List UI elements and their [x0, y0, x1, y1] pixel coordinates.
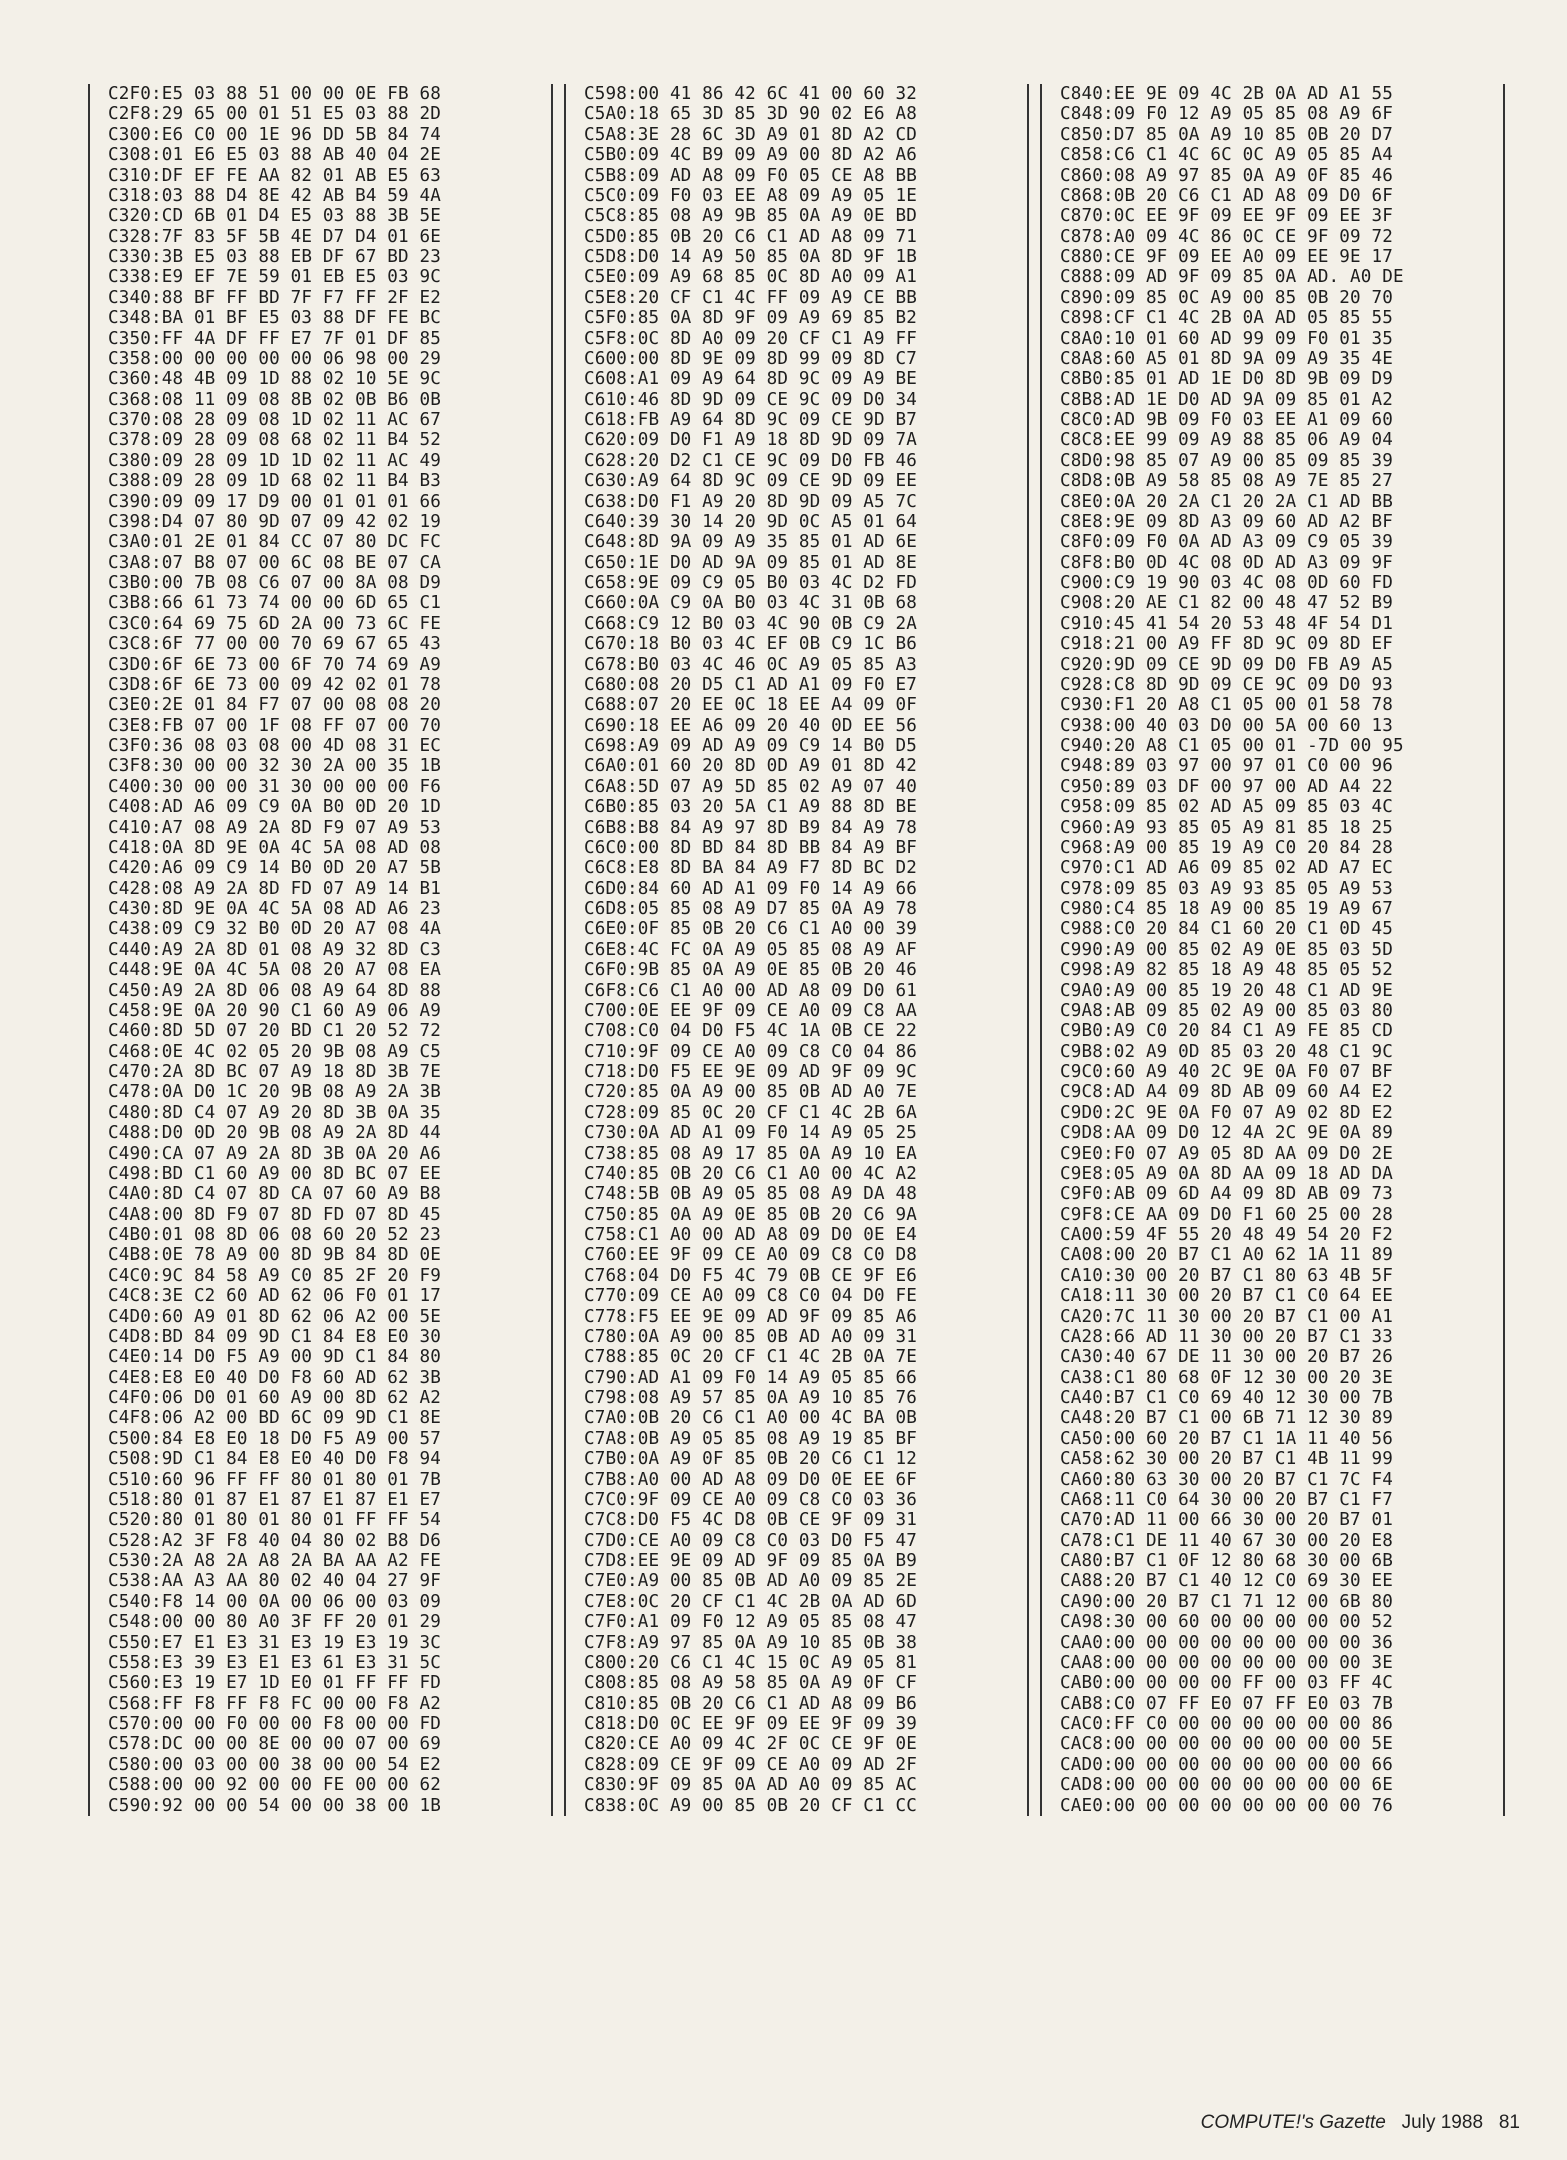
listing-line: C9E0:F0 07 A9 05 8D AA 09 D0 2E: [1060, 1143, 1394, 1164]
listing-line: C530:2A A8 2A A8 2A BA AA A2 FE: [108, 1551, 442, 1571]
listing-line: C2F0:E5 03 88 51 00 00 0E FB 68: [108, 84, 442, 104]
listing-line: C538:AA A3 AA 80 02 40 04 27 9F: [108, 1571, 442, 1592]
listing-line: C8F8:B0 0D 4C 08 0D AD A3 09 9F: [1060, 552, 1394, 573]
listing-line: C5B8:09 AD A8 09 F0 05 CE A8 BB: [584, 165, 918, 186]
listing-line: CA90:00 20 B7 C1 71 12 00 6B 80: [1060, 1591, 1394, 1612]
listing-line: C768:04 D0 F5 4C 79 0B CE 9F E6: [584, 1265, 918, 1286]
listing-line: C360:48 4B 09 1D 88 02 10 5E 9C: [108, 369, 442, 390]
listing-line: CA40:B7 C1 C0 69 40 12 30 00 7B: [1060, 1388, 1394, 1408]
listing-line: C490:CA 07 A9 2A 8D 3B 0A 20 A6: [108, 1143, 442, 1164]
listing-line: C610:46 8D 9D 09 CE 9C 09 D0 34: [584, 389, 918, 410]
listing-line: C710:9F 09 CE A0 09 C8 C0 04 86: [584, 1041, 918, 1062]
listing-line: C468:0E 4C 02 05 20 9B 08 A9 C5: [108, 1041, 442, 1062]
listing-line: C698:A9 09 AD A9 09 C9 14 B0 D5: [584, 736, 918, 756]
listing-line: C598:00 41 86 42 6C 41 00 60 32: [584, 84, 918, 104]
listing-line: C5D8:D0 14 A9 50 85 0A 8D 9F 1B: [584, 247, 918, 267]
listing-line: CA80:B7 C1 0F 12 80 68 30 00 6B: [1060, 1551, 1394, 1571]
listing-line: C308:01 E6 E5 03 88 AB 40 04 2E: [108, 145, 442, 166]
listing-line: C918:21 00 A9 FF 8D 9C 09 8D EF: [1060, 634, 1394, 655]
listing-line: C448:9E 0A 4C 5A 08 20 A7 08 EA: [108, 960, 442, 981]
listing-line: C3D0:6F 6E 73 00 6F 70 74 69 A9: [108, 654, 442, 675]
listing-line: C770:09 CE A0 09 C8 C0 04 D0 FE: [584, 1286, 918, 1307]
listing-line: C3E0:2E 01 84 F7 07 00 08 08 20: [108, 695, 442, 716]
listing-line: C660:0A C9 0A B0 03 4C 31 0B 68: [584, 593, 918, 614]
listing-line: C690:18 EE A6 09 20 40 0D EE 56: [584, 715, 918, 736]
listing-line: C990:A9 00 85 02 A9 0E 85 03 5D: [1060, 939, 1394, 960]
listing-line: C8E8:9E 09 8D A3 09 60 AD A2 BF: [1060, 511, 1394, 532]
listing-line: C9C8:AD A4 09 8D AB 09 60 A4 E2: [1060, 1082, 1394, 1103]
listing-line: C9D0:2C 9E 0A F0 07 A9 02 8D E2: [1060, 1102, 1394, 1123]
listing-line: C798:08 A9 57 85 0A A9 10 85 76: [584, 1388, 918, 1408]
listing-line: C8E0:0A 20 2A C1 20 2A C1 AD BB: [1060, 491, 1394, 512]
listing-line: C418:0A 8D 9E 0A 4C 5A 08 AD 08: [108, 837, 442, 858]
listing-line: C568:FF F8 FF F8 FC 00 00 F8 A2: [108, 1693, 442, 1714]
listing-line: C430:8D 9E 0A 4C 5A 08 AD A6 23: [108, 899, 442, 919]
listing-line: CA98:30 00 60 00 00 00 00 00 52: [1060, 1612, 1394, 1633]
listing-line: C7C8:D0 F5 4C D8 0B CE 9F 09 31: [584, 1510, 918, 1531]
listing-line: C330:3B E5 03 88 EB DF 67 BD 23: [108, 247, 442, 267]
listing-line: C458:9E 0A 20 90 C1 60 A9 06 A9: [108, 1000, 442, 1021]
listing-line: C5C8:85 08 A9 9B 85 0A A9 0E BD: [584, 206, 918, 227]
listing-line: C628:20 D2 C1 CE 9C 09 D0 FB 46: [584, 450, 918, 471]
listing-line: C860:08 A9 97 85 0A A9 0F 85 46: [1060, 165, 1394, 186]
listing-line: CA00:59 4F 55 20 48 49 54 20 F2: [1060, 1225, 1394, 1245]
listing-line: C5D0:85 0B 20 C6 C1 AD A8 09 71: [584, 226, 918, 247]
listing-line: C4E8:E8 E0 40 D0 F8 60 AD 62 3B: [108, 1367, 442, 1388]
listing-line: C980:C4 85 18 A9 00 85 19 A9 67: [1060, 899, 1394, 919]
listing-line: C6D0:84 60 AD A1 09 F0 14 A9 66: [584, 878, 918, 899]
listing-line: C328:7F 83 5F 5B 4E D7 D4 01 6E: [108, 226, 442, 247]
listing-line: C668:C9 12 B0 03 4C 90 0B C9 2A: [584, 613, 918, 634]
listing-line: C590:92 00 00 54 00 00 38 00 1B: [108, 1795, 442, 1816]
listing-line: C3A0:01 2E 01 84 CC 07 80 DC FC: [108, 532, 442, 553]
listing-line: C7A8:0B A9 05 85 08 A9 19 85 BF: [584, 1428, 918, 1449]
listing-line: C6D8:05 85 08 A9 D7 85 0A A9 78: [584, 899, 918, 919]
listing-line: C648:8D 9A 09 A9 35 85 01 AD 6E: [584, 532, 918, 553]
listing-line: C300:E6 C0 00 1E 96 DD 5B 84 74: [108, 124, 442, 145]
listing-column-2: [564, 84, 1029, 1816]
listing-line: C6C0:00 8D BD 84 8D BB 84 A9 BF: [584, 837, 918, 858]
listing-line: C488:D0 0D 20 9B 08 A9 2A 8D 44: [108, 1123, 442, 1144]
listing-line: CA08:00 20 B7 C1 A0 62 1A 11 89: [1060, 1245, 1394, 1266]
listing-line: C630:A9 64 8D 9C 09 CE 9D 09 EE: [584, 471, 918, 492]
page-footer: [1120, 2112, 1520, 2134]
listing-line: C720:85 0A A9 00 85 0B AD A0 7E: [584, 1082, 918, 1103]
listing-line: C428:08 A9 2A 8D FD 07 A9 14 B1: [108, 878, 442, 899]
listing-line: C7E8:0C 20 CF C1 4C 2B 0A AD 6D: [584, 1591, 918, 1612]
listing-line: C728:09 85 0C 20 CF C1 4C 2B 6A: [584, 1102, 918, 1123]
listing-line: CA68:11 C0 64 30 00 20 B7 C1 F7: [1060, 1489, 1394, 1510]
listing-line: C708:C0 04 D0 F5 4C 1A 0B CE 22: [584, 1021, 918, 1042]
listing-line: C7F8:A9 97 85 0A A9 10 85 0B 38: [584, 1632, 918, 1653]
listing-line: C438:09 C9 32 B0 0D 20 A7 08 4A: [108, 919, 442, 940]
listing-line: C348:BA 01 BF E5 03 88 DF FE BC: [108, 308, 442, 329]
listing-line: C4A0:8D C4 07 8D CA 07 60 A9 B8: [108, 1184, 442, 1205]
listing-line: C778:F5 EE 9E 09 AD 9F 09 85 A6: [584, 1306, 918, 1327]
listing-line: C5E8:20 CF C1 4C FF 09 A9 CE BB: [584, 287, 918, 308]
listing-line: C928:C8 8D 9D 09 CE 9C 09 D0 93: [1060, 674, 1394, 695]
listing-line: C510:60 96 FF FF 80 01 80 01 7B: [108, 1469, 442, 1490]
listing-line: C8B8:AD 1E D0 AD 9A 09 85 01 A2: [1060, 389, 1394, 410]
listing-line: C7D0:CE A0 09 C8 C0 03 D0 F5 47: [584, 1530, 918, 1551]
listing-line: C3C8:6F 77 00 00 70 69 67 65 43: [108, 634, 442, 655]
listing-line: C800:20 C6 C1 4C 15 0C A9 05 81: [584, 1652, 918, 1673]
listing-line: C8B0:85 01 AD 1E D0 8D 9B 09 D9: [1060, 369, 1394, 390]
listing-line: C2F8:29 65 00 01 51 E5 03 88 2D: [108, 104, 442, 125]
listing-line: C6B0:85 03 20 5A C1 A9 88 8D BE: [584, 797, 918, 818]
listing-line: C480:8D C4 07 A9 20 8D 3B 0A 35: [108, 1102, 442, 1123]
listing-line: C388:09 28 09 1D 68 02 11 B4 B3: [108, 471, 442, 492]
listing-line: C5F0:85 0A 8D 9F 09 A9 69 85 B2: [584, 308, 918, 329]
listing-line: C4C8:3E C2 60 AD 62 06 F0 01 17: [108, 1286, 442, 1307]
listing-line: C9F0:AB 09 6D A4 09 8D AB 09 73: [1060, 1184, 1394, 1205]
listing-line: C8C8:EE 99 09 A9 88 85 06 A9 04: [1060, 430, 1394, 451]
listing-line: C400:30 00 00 31 30 00 00 00 F6: [108, 776, 442, 797]
listing-line: C7F0:A1 09 F0 12 A9 05 85 08 47: [584, 1612, 918, 1633]
listing-line: C820:CE A0 09 4C 2F 0C CE 9F 0E: [584, 1734, 918, 1755]
listing-line: C6C8:E8 8D BA 84 A9 F7 8D BC D2: [584, 858, 918, 879]
listing-line: C5E0:09 A9 68 85 0C 8D A0 09 A1: [584, 267, 918, 288]
listing-line: C3C0:64 69 75 6D 2A 00 73 6C FE: [108, 613, 442, 634]
listing-line: C788:85 0C 20 CF C1 4C 2B 0A 7E: [584, 1347, 918, 1368]
listing-line: C380:09 28 09 1D 1D 02 11 AC 49: [108, 450, 442, 471]
listing-column-3: [1040, 84, 1505, 1816]
listing-line: C900:C9 19 90 03 4C 08 0D 60 FD: [1060, 573, 1394, 593]
listing-line: C870:0C EE 9F 09 EE 9F 09 EE 3F: [1060, 206, 1394, 227]
listing-line: C310:DF EF FE AA 82 01 AB E5 63: [108, 165, 442, 186]
listing-line: C700:0E EE 9F 09 CE A0 09 C8 AA: [584, 1000, 918, 1021]
listing-line: C760:EE 9F 09 CE A0 09 C8 C0 D8: [584, 1245, 918, 1266]
listing-column-1: [88, 84, 553, 1816]
listing-line: CA28:66 AD 11 30 00 20 B7 C1 33: [1060, 1326, 1394, 1347]
listing-line: C6E0:0F 85 0B 20 C6 C1 A0 00 39: [584, 919, 918, 940]
listing-line: C440:A9 2A 8D 01 08 A9 32 8D C3: [108, 939, 442, 960]
listing-line: C978:09 85 03 A9 93 85 05 A9 53: [1060, 878, 1394, 899]
listing-line: C858:C6 C1 4C 6C 0C A9 05 85 A4: [1060, 145, 1394, 166]
listing-line: CAC8:00 00 00 00 00 00 00 00 5E: [1060, 1734, 1394, 1755]
listing-line: C910:45 41 54 20 53 48 4F 54 D1: [1060, 613, 1394, 634]
listing-line: CA78:C1 DE 11 40 67 30 00 20 E8: [1060, 1530, 1394, 1551]
listing-line: C9B0:A9 C0 20 84 C1 A9 FE 85 CD: [1060, 1021, 1394, 1042]
listing-line: C808:85 08 A9 58 85 0A A9 0F CF: [584, 1673, 918, 1694]
listing-line: C3E8:FB 07 00 1F 08 FF 07 00 70: [108, 715, 442, 736]
listing-line: C730:0A AD A1 09 F0 14 A9 05 25: [584, 1123, 918, 1144]
listing-line: C600:00 8D 9E 09 8D 99 09 8D C7: [584, 348, 918, 369]
listing-line: C420:A6 09 C9 14 B0 0D 20 A7 5B: [108, 858, 442, 879]
listing-line: C740:85 0B 20 C6 C1 A0 00 4C A2: [584, 1163, 918, 1184]
listing-line: CA58:62 30 00 20 B7 C1 4B 11 99: [1060, 1449, 1394, 1470]
listing-line: C5A8:3E 28 6C 3D A9 01 8D A2 CD: [584, 124, 918, 145]
listing-line: C878:A0 09 4C 86 0C CE 9F 09 72: [1060, 226, 1394, 247]
listing-line: C828:09 CE 9F 09 CE A0 09 AD 2F: [584, 1754, 918, 1775]
listing-line: CA48:20 B7 C1 00 6B 71 12 30 89: [1060, 1408, 1394, 1429]
listing-line: C920:9D 09 CE 9D 09 D0 FB A9 A5: [1060, 654, 1394, 675]
listing-line: C9A0:A9 00 85 19 20 48 C1 AD 9E: [1060, 980, 1394, 1001]
listing-line: C350:FF 4A DF FF E7 7F 01 DF 85: [108, 328, 442, 349]
listing-line: C9E8:05 A9 0A 8D AA 09 18 AD DA: [1060, 1163, 1394, 1184]
listing-line: C4C0:9C 84 58 A9 C0 85 2F 20 F9: [108, 1265, 442, 1286]
listing-line: C550:E7 E1 E3 31 E3 19 E3 19 3C: [108, 1632, 442, 1653]
listing-line: C948:89 03 97 00 97 01 C0 00 96: [1060, 756, 1394, 777]
listing-line: CAB8:C0 07 FF E0 07 FF E0 03 7B: [1060, 1693, 1394, 1714]
listing-line: C738:85 08 A9 17 85 0A A9 10 EA: [584, 1143, 918, 1164]
listing-line: C890:09 85 0C A9 00 85 0B 20 70: [1060, 287, 1394, 308]
listing-line: CAE0:00 00 00 00 00 00 00 00 76: [1060, 1795, 1394, 1816]
listing-line: C508:9D C1 84 E8 E0 40 D0 F8 94: [108, 1449, 442, 1470]
listing-line: C3D8:6F 6E 73 00 09 42 02 01 78: [108, 674, 442, 695]
listing-line: C3F0:36 08 03 08 00 4D 08 31 EC: [108, 736, 442, 756]
page-number: 81: [1498, 2112, 1520, 2133]
listing-line: CA88:20 B7 C1 40 12 C0 69 30 EE: [1060, 1571, 1394, 1592]
listing-line: C840:EE 9E 09 4C 2B 0A AD A1 55: [1060, 84, 1394, 104]
listing-line: CAA0:00 00 00 00 00 00 00 00 36: [1060, 1632, 1394, 1653]
listing-line: C998:A9 82 85 18 A9 48 85 05 52: [1060, 960, 1394, 981]
listing-line: C398:D4 07 80 9D 07 09 42 02 19: [108, 511, 442, 532]
listing-line: C718:D0 F5 EE 9E 09 AD 9F 09 9C: [584, 1062, 918, 1082]
listing-line: C620:09 D0 F1 A9 18 8D 9D 09 7A: [584, 430, 918, 451]
listing-line: CA50:00 60 20 B7 C1 1A 11 40 56: [1060, 1428, 1394, 1449]
listing-line: C378:09 28 09 08 68 02 11 B4 52: [108, 430, 442, 451]
listing-line: CAD0:00 00 00 00 00 00 00 00 66: [1060, 1754, 1394, 1775]
listing-line: C410:A7 08 A9 2A 8D F9 07 A9 53: [108, 817, 442, 838]
listing-line: C460:8D 5D 07 20 BD C1 20 52 72: [108, 1021, 442, 1042]
listing-line: C8D8:0B A9 58 85 08 A9 7E 85 27: [1060, 471, 1394, 492]
listing-line: C5B0:09 4C B9 09 A9 00 8D A2 A6: [584, 145, 918, 166]
listing-line: C318:03 88 D4 8E 42 AB B4 59 4A: [108, 185, 442, 206]
publication-name: COMPUTE!'s Gazette: [1200, 2112, 1386, 2133]
listing-line: CA10:30 00 20 B7 C1 80 63 4B 5F: [1060, 1265, 1394, 1286]
listing-line: C5C0:09 F0 03 EE A8 09 A9 05 1E: [584, 185, 918, 206]
issue-date: July 1988: [1401, 2112, 1484, 2133]
listing-line: C618:FB A9 64 8D 9C 09 CE 9D B7: [584, 410, 918, 430]
listing-line: C5F8:0C 8D A0 09 20 CF C1 A9 FF: [584, 328, 918, 349]
listing-line: C8A8:60 A5 01 8D 9A 09 A9 35 4E: [1060, 348, 1394, 369]
listing-line: C478:0A D0 1C 20 9B 08 A9 2A 3B: [108, 1082, 442, 1103]
listing-line: C7A0:0B 20 C6 C1 A0 00 4C BA 0B: [584, 1408, 918, 1429]
listing-line: CAA8:00 00 00 00 00 00 00 00 3E: [1060, 1652, 1394, 1673]
listing-line: C500:84 E8 E0 18 D0 F5 A9 00 57: [108, 1428, 442, 1449]
listing-line: C390:09 09 17 D9 00 01 01 01 66: [108, 491, 442, 512]
listing-line: C4D0:60 A9 01 8D 62 06 A2 00 5E: [108, 1306, 442, 1327]
listing-line: C4D8:BD 84 09 9D C1 84 E8 E0 30: [108, 1326, 442, 1347]
listing-line: C470:2A 8D BC 07 A9 18 8D 3B 7E: [108, 1062, 442, 1082]
listing-line: C670:18 B0 03 4C EF 0B C9 1C B6: [584, 634, 918, 655]
listing-line: C988:C0 20 84 C1 60 20 C1 0D 45: [1060, 919, 1394, 940]
listing-line: C940:20 A8 C1 05 00 01 -7D 00 95: [1060, 736, 1404, 756]
listing-line: C7C0:9F 09 CE A0 09 C8 C0 03 36: [584, 1489, 918, 1510]
listing-line: CAD8:00 00 00 00 00 00 00 00 6E: [1060, 1775, 1394, 1796]
listing-line: C338:E9 EF 7E 59 01 EB E5 03 9C: [108, 267, 442, 288]
listing-line: CA60:80 63 30 00 20 B7 C1 7C F4: [1060, 1469, 1394, 1490]
listing-line: C8C0:AD 9B 09 F0 03 EE A1 09 60: [1060, 410, 1394, 430]
listing-line: C3F8:30 00 00 32 30 2A 00 35 1B: [108, 756, 442, 777]
listing-line: CA70:AD 11 00 66 30 00 20 B7 01: [1060, 1510, 1394, 1531]
listing-line: C8A0:10 01 60 AD 99 09 F0 01 35: [1060, 328, 1394, 349]
listing-line: C4B0:01 08 8D 06 08 60 20 52 23: [108, 1225, 442, 1245]
listing-line: C518:80 01 87 E1 87 E1 87 E1 E7: [108, 1489, 442, 1510]
listing-line: C4F0:06 D0 01 60 A9 00 8D 62 A2: [108, 1388, 442, 1408]
listing-line: C780:0A A9 00 85 0B AD A0 09 31: [584, 1326, 918, 1347]
listing-line: C6F0:9B 85 0A A9 0E 85 0B 20 46: [584, 960, 918, 981]
listing-line: C850:D7 85 0A A9 10 85 0B 20 D7: [1060, 124, 1394, 145]
listing-line: C968:A9 00 85 19 A9 C0 20 84 28: [1060, 837, 1394, 858]
listing-line: C5A0:18 65 3D 85 3D 90 02 E6 A8: [584, 104, 918, 125]
listing-line: C9C0:60 A9 40 2C 9E 0A F0 07 BF: [1060, 1062, 1394, 1082]
listing-line: C4E0:14 D0 F5 A9 00 9D C1 84 80: [108, 1347, 442, 1368]
listing-line: CA38:C1 80 68 0F 12 30 00 20 3E: [1060, 1367, 1394, 1388]
listing-line: C370:08 28 09 08 1D 02 11 AC 67: [108, 410, 442, 430]
listing-line: C810:85 0B 20 C6 C1 AD A8 09 B6: [584, 1693, 918, 1714]
listing-line: C608:A1 09 A9 64 8D 9C 09 A9 BE: [584, 369, 918, 390]
listing-line: C868:0B 20 C6 C1 AD A8 09 D0 6F: [1060, 185, 1394, 206]
listing-line: C9B8:02 A9 0D 85 03 20 48 C1 9C: [1060, 1041, 1394, 1062]
listing-line: C658:9E 09 C9 05 B0 03 4C D2 FD: [584, 573, 918, 593]
listing-line: C6B8:B8 84 A9 97 8D B9 84 A9 78: [584, 817, 918, 838]
listing-line: C3B8:66 61 73 74 00 00 6D 65 C1: [108, 593, 442, 614]
listing-line: C3B0:00 7B 08 C6 07 00 8A 08 D9: [108, 573, 442, 593]
listing-line: C8D0:98 85 07 A9 00 85 09 85 39: [1060, 450, 1394, 471]
listing-line: C520:80 01 80 01 80 01 FF FF 54: [108, 1510, 442, 1531]
listing-line: C588:00 00 92 00 00 FE 00 00 62: [108, 1775, 442, 1796]
listing-line: C650:1E D0 AD 9A 09 85 01 AD 8E: [584, 552, 918, 573]
listing-line: C950:89 03 DF 00 97 00 AD A4 22: [1060, 776, 1394, 797]
listing-line: C688:07 20 EE 0C 18 EE A4 09 0F: [584, 695, 918, 716]
listing-line: C7B8:A0 00 AD A8 09 D0 0E EE 6F: [584, 1469, 918, 1490]
listing-line: CAB0:00 00 00 00 FF 00 03 FF 4C: [1060, 1673, 1394, 1694]
listing-line: C7B0:0A A9 0F 85 0B 20 C6 C1 12: [584, 1449, 918, 1470]
listing-line: C908:20 AE C1 82 00 48 47 52 B9: [1060, 593, 1394, 614]
listing-line: C678:B0 03 4C 46 0C A9 05 85 A3: [584, 654, 918, 675]
listing-line: C358:00 00 00 00 00 06 98 00 29: [108, 348, 442, 369]
listing-line: C960:A9 93 85 05 A9 81 85 18 25: [1060, 817, 1394, 838]
listing-line: C958:09 85 02 AD A5 09 85 03 4C: [1060, 797, 1394, 818]
listing-line: C540:F8 14 00 0A 00 06 00 03 09: [108, 1591, 442, 1612]
listing-line: C848:09 F0 12 A9 05 85 08 A9 6F: [1060, 104, 1394, 125]
listing-line: C9A8:AB 09 85 02 A9 00 85 03 80: [1060, 1000, 1394, 1021]
listing-line: C8F0:09 F0 0A AD A3 09 C9 05 39: [1060, 532, 1394, 553]
listing-line: C898:CF C1 4C 2B 0A AD 05 85 55: [1060, 308, 1394, 329]
listing-line: C3A8:07 B8 07 00 6C 08 BE 07 CA: [108, 552, 442, 573]
listing-line: C638:D0 F1 A9 20 8D 9D 09 A5 7C: [584, 491, 918, 512]
listing-line: C748:5B 0B A9 05 85 08 A9 DA 48: [584, 1184, 918, 1205]
listing-line: C6A8:5D 07 A9 5D 85 02 A9 07 40: [584, 776, 918, 797]
listing-line: C4A8:00 8D F9 07 8D FD 07 8D 45: [108, 1204, 442, 1225]
listing-line: C6A0:01 60 20 8D 0D A9 01 8D 42: [584, 756, 918, 777]
listing-line: C818:D0 0C EE 9F 09 EE 9F 09 39: [584, 1714, 918, 1734]
listing-line: CA30:40 67 DE 11 30 00 20 B7 26: [1060, 1347, 1394, 1368]
listing-line: C580:00 03 00 00 38 00 00 54 E2: [108, 1754, 442, 1775]
listing-line: C320:CD 6B 01 D4 E5 03 88 3B 5E: [108, 206, 442, 227]
listing-line: C548:00 00 80 A0 3F FF 20 01 29: [108, 1612, 442, 1633]
listing-line: C4B8:0E 78 A9 00 8D 9B 84 8D 0E: [108, 1245, 442, 1266]
listing-line: C560:E3 19 E7 1D E0 01 FF FF FD: [108, 1673, 442, 1694]
listing-line: C9D8:AA 09 D0 12 4A 2C 9E 0A 89: [1060, 1123, 1394, 1144]
listing-line: C6F8:C6 C1 A0 00 AD A8 09 D0 61: [584, 980, 918, 1001]
listing-line: C750:85 0A A9 0E 85 0B 20 C6 9A: [584, 1204, 918, 1225]
listing-line: C9F8:CE AA 09 D0 F1 60 25 00 28: [1060, 1204, 1394, 1225]
listing-line: C830:9F 09 85 0A AD A0 09 85 AC: [584, 1775, 918, 1796]
listing-line: C680:08 20 D5 C1 AD A1 09 F0 E7: [584, 674, 918, 695]
listing-line: C408:AD A6 09 C9 0A B0 0D 20 1D: [108, 797, 442, 818]
listing-line: C930:F1 20 A8 C1 05 00 01 58 78: [1060, 695, 1394, 716]
listing-line: C570:00 00 F0 00 00 F8 00 00 FD: [108, 1714, 442, 1734]
listing-line: C938:00 40 03 D0 00 5A 00 60 13: [1060, 715, 1394, 736]
listing-line: C880:CE 9F 09 EE A0 09 EE 9E 17: [1060, 247, 1394, 267]
listing-line: C970:C1 AD A6 09 85 02 AD A7 EC: [1060, 858, 1394, 879]
listing-line: C498:BD C1 60 A9 00 8D BC 07 EE: [108, 1163, 442, 1184]
listing-line: C578:DC 00 00 8E 00 00 07 00 69: [108, 1734, 442, 1755]
listing-line: C640:39 30 14 20 9D 0C A5 01 64: [584, 511, 918, 532]
listing-line: C888:09 AD 9F 09 85 0A AD. A0 DE: [1060, 267, 1404, 288]
listing-line: C558:E3 39 E3 E1 E3 61 E3 31 5C: [108, 1652, 442, 1673]
listing-line: C758:C1 A0 00 AD A8 09 D0 0E E4: [584, 1225, 918, 1245]
listing-line: C7E0:A9 00 85 0B AD A0 09 85 2E: [584, 1571, 918, 1592]
listing-line: C7D8:EE 9E 09 AD 9F 09 85 0A B9: [584, 1551, 918, 1571]
listing-line: C838:0C A9 00 85 0B 20 CF C1 CC: [584, 1795, 918, 1816]
listing-line: C6E8:4C FC 0A A9 05 85 08 A9 AF: [584, 939, 918, 960]
listing-line: C4F8:06 A2 00 BD 6C 09 9D C1 8E: [108, 1408, 442, 1429]
listing-line: C790:AD A1 09 F0 14 A9 05 85 66: [584, 1367, 918, 1388]
listing-line: C450:A9 2A 8D 06 08 A9 64 8D 88: [108, 980, 442, 1001]
listing-line: CA18:11 30 00 20 B7 C1 C0 64 EE: [1060, 1286, 1394, 1307]
listing-line: C528:A2 3F F8 40 04 80 02 B8 D6: [108, 1530, 442, 1551]
listing-line: CAC0:FF C0 00 00 00 00 00 00 86: [1060, 1714, 1394, 1734]
listing-line: C368:08 11 09 08 8B 02 0B B6 0B: [108, 389, 442, 410]
listing-line: CA20:7C 11 30 00 20 B7 C1 00 A1: [1060, 1306, 1394, 1327]
listing-line: C340:88 BF FF BD 7F F7 FF 2F E2: [108, 287, 442, 308]
